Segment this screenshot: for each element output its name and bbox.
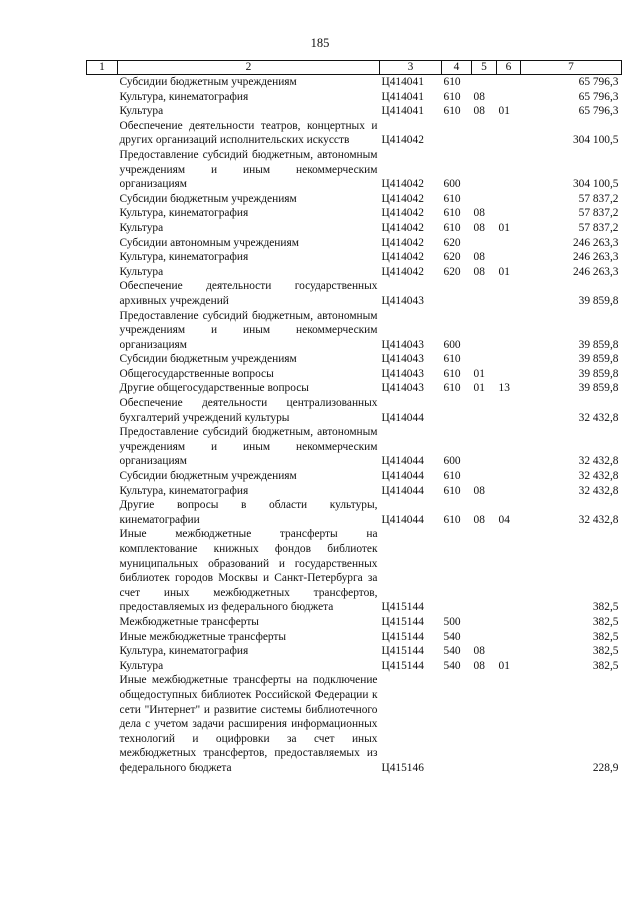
row-amount: 57 837,2 — [578, 207, 619, 220]
table-row — [87, 396, 622, 425]
row-subsection — [497, 352, 521, 367]
row-section — [472, 615, 497, 630]
row-expense-type: 610 — [443, 470, 461, 483]
row-code: Ц414042 — [381, 265, 424, 278]
row-amount: 65 796,3 — [578, 76, 619, 88]
row-subsection — [497, 644, 521, 659]
row-section — [472, 469, 497, 484]
table-row — [87, 498, 622, 527]
row-subsection — [497, 309, 521, 353]
row-expense-type — [442, 119, 472, 148]
row-name: Культура — [119, 659, 164, 672]
row-name: Общегосударственные вопросы — [119, 367, 274, 380]
row-section: 08 — [473, 659, 485, 672]
row-section — [472, 396, 497, 425]
page-number: 185 — [310, 36, 330, 50]
row-code: Ц414042 — [381, 192, 424, 205]
row-blank-cell — [87, 527, 118, 615]
row-code: Ц414043 — [381, 294, 424, 307]
column-number-header: 4 — [442, 61, 472, 75]
row-section — [472, 236, 497, 251]
row-amount: 32 432,8 — [578, 513, 619, 526]
row-blank-cell — [87, 265, 118, 280]
row-subsection: 04 — [498, 513, 510, 526]
row-code: Ц415146 — [381, 761, 424, 774]
row-section — [472, 673, 497, 775]
row-amount: 32 432,8 — [578, 470, 619, 483]
row-expense-type: 610 — [443, 382, 461, 395]
row-amount: 382,5 — [592, 615, 619, 628]
row-expense-type: 610 — [443, 105, 461, 118]
row-blank-cell — [87, 279, 118, 308]
row-blank-cell — [87, 644, 118, 659]
row-subsection — [497, 630, 521, 645]
row-amount: 304 100,5 — [572, 134, 619, 147]
row-amount: 39 859,8 — [578, 353, 619, 366]
row-blank-cell — [87, 673, 118, 775]
row-section — [472, 630, 497, 645]
row-subsection — [497, 192, 521, 207]
row-name: Культура, кинематография — [119, 207, 249, 220]
row-subsection — [497, 119, 521, 148]
table-row — [87, 352, 622, 367]
row-section — [472, 192, 497, 207]
table-row — [87, 630, 622, 645]
table-row — [87, 644, 622, 659]
row-subsection — [497, 615, 521, 630]
row-section — [472, 119, 497, 148]
row-section: 08 — [473, 513, 485, 526]
row-expense-type — [442, 396, 472, 425]
row-name: Межбюджетные трансферты — [119, 615, 259, 628]
row-expense-type: 610 — [443, 76, 461, 88]
row-code: Ц414042 — [381, 207, 424, 220]
row-code: Ц414044 — [381, 470, 424, 483]
row-subsection: 01 — [498, 265, 510, 278]
table-row — [87, 469, 622, 484]
table-row — [87, 192, 622, 207]
row-expense-type — [442, 673, 472, 775]
row-subsection — [497, 148, 521, 192]
row-blank-cell — [87, 367, 118, 382]
row-blank-cell — [87, 381, 118, 396]
row-name: Предоставление субсидий бюджетным, автономным учреждениям и иным некоммерческим организациям — [119, 309, 378, 351]
row-amount: 65 796,3 — [578, 90, 619, 103]
row-amount: 32 432,8 — [578, 455, 619, 468]
column-number-header: 2 — [118, 61, 380, 75]
row-section — [472, 75, 497, 90]
row-subsection — [497, 527, 521, 615]
row-name: Культура — [119, 105, 164, 118]
row-expense-type: 610 — [443, 367, 461, 380]
row-expense-type: 610 — [443, 513, 461, 526]
row-subsection — [497, 396, 521, 425]
row-code: Ц415144 — [381, 615, 424, 628]
row-blank-cell — [87, 615, 118, 630]
row-name: Субсидии бюджетным учреждениям — [119, 353, 297, 366]
row-name: Предоставление субсидий бюджетным, автономным учреждениям и иным некоммерческим организациям — [119, 426, 378, 468]
table-row — [87, 425, 622, 469]
table-row — [87, 527, 622, 615]
column-number-header: 6 — [497, 61, 521, 75]
row-code: Ц414041 — [381, 76, 424, 88]
row-name: Субсидии автономным учреждениям — [119, 236, 299, 249]
row-amount: 382,5 — [592, 645, 619, 658]
row-section: 08 — [473, 251, 485, 264]
table-row — [87, 265, 622, 280]
row-expense-type: 600 — [443, 178, 461, 191]
row-blank-cell — [87, 659, 118, 674]
row-name: Иные межбюджетные трансферты — [119, 630, 287, 643]
table-row — [87, 206, 622, 221]
table-row — [87, 221, 622, 236]
row-code: Ц415144 — [381, 630, 424, 643]
row-subsection — [497, 469, 521, 484]
row-amount: 304 100,5 — [572, 178, 619, 191]
row-section: 08 — [473, 221, 485, 234]
row-section — [472, 425, 497, 469]
row-code: Ц414042 — [381, 178, 424, 191]
row-amount: 382,5 — [592, 659, 619, 672]
row-name: Предоставление субсидий бюджетным, автономным учреждениям и иным некоммерческим организациям — [119, 148, 378, 191]
row-subsection — [497, 250, 521, 265]
row-section: 08 — [473, 207, 485, 220]
row-blank-cell — [87, 396, 118, 425]
row-code: Ц415144 — [381, 601, 424, 614]
row-code: Ц414044 — [381, 484, 424, 497]
column-number-header: 7 — [521, 61, 622, 75]
row-name: Иные межбюджетные трансферты на подключение общедоступных библиотек Российской Федерации к сети "Интернет" и развитие системы библиотечного дела с учетом задачи расширения информационных технологий и оцифровки за счет иных межбюджетных трансфертов, предоставляемых из федерального бюджета — [119, 674, 378, 774]
row-section: 01 — [473, 367, 485, 380]
row-blank-cell — [87, 309, 118, 353]
row-expense-type: 620 — [443, 251, 461, 264]
table-row — [87, 148, 622, 192]
row-expense-type: 620 — [443, 265, 461, 278]
column-number-header: 5 — [472, 61, 497, 75]
table-row — [87, 381, 622, 396]
table-row — [87, 75, 622, 90]
row-amount: 32 432,8 — [578, 411, 619, 424]
row-amount: 246 263,3 — [572, 236, 619, 249]
row-name: Культура — [119, 221, 164, 234]
row-blank-cell — [87, 484, 118, 499]
table-body — [87, 75, 622, 776]
row-code: Ц414042 — [381, 236, 424, 249]
row-name: Субсидии бюджетным учреждениям — [119, 76, 297, 88]
column-number-header: 3 — [380, 61, 442, 75]
row-name: Культура, кинематография — [119, 251, 249, 264]
row-section — [472, 309, 497, 353]
row-name: Культура, кинематография — [119, 645, 249, 658]
row-subsection — [497, 206, 521, 221]
row-amount: 39 859,8 — [578, 338, 619, 351]
row-expense-type: 610 — [443, 353, 461, 366]
table-row — [87, 673, 622, 775]
budget-table — [86, 60, 622, 776]
row-code: Ц414041 — [381, 105, 424, 118]
row-section: 08 — [473, 90, 485, 103]
column-number-header-row — [87, 61, 622, 75]
row-expense-type: 600 — [443, 455, 461, 468]
row-subsection: 01 — [498, 221, 510, 234]
table-row — [87, 484, 622, 499]
row-blank-cell — [87, 498, 118, 527]
row-code: Ц415144 — [381, 659, 424, 672]
row-amount: 39 859,8 — [578, 382, 619, 395]
table-row — [87, 90, 622, 105]
row-expense-type — [442, 527, 472, 615]
row-amount: 246 263,3 — [572, 265, 619, 278]
row-subsection — [497, 425, 521, 469]
row-section — [472, 148, 497, 192]
row-code: Ц414044 — [381, 455, 424, 468]
row-name: Другие вопросы в области культуры, кинематографии — [119, 499, 378, 526]
row-blank-cell — [87, 221, 118, 236]
row-blank-cell — [87, 104, 118, 119]
row-amount: 32 432,8 — [578, 484, 619, 497]
row-expense-type: 540 — [443, 630, 461, 643]
row-section: 08 — [473, 645, 485, 658]
column-number-header: 1 — [87, 61, 118, 75]
table-row — [87, 236, 622, 251]
row-amount: 382,5 — [592, 601, 619, 614]
row-section — [472, 527, 497, 615]
row-name: Обеспечение деятельности театров, концертных и других организаций исполнительских искусств — [119, 119, 378, 147]
row-section: 08 — [473, 105, 485, 118]
row-expense-type: 610 — [443, 192, 461, 205]
table-row — [87, 119, 622, 148]
row-subsection — [497, 367, 521, 382]
row-subsection — [497, 279, 521, 308]
row-subsection: 01 — [498, 105, 510, 118]
row-section: 08 — [473, 484, 485, 497]
row-blank-cell — [87, 90, 118, 105]
row-name: Иные межбюджетные трансферты на комплектование книжных фондов библиотек муниципальных образований и государственных библиотек городов Москвы и Санкт-Петербурга за счет иных межбюджетных трансфертов, предоставляемых из федерального бюджета — [119, 528, 378, 614]
row-section: 01 — [473, 382, 485, 395]
row-expense-type: 600 — [443, 338, 461, 351]
row-blank-cell — [87, 119, 118, 148]
row-blank-cell — [87, 148, 118, 192]
row-expense-type: 500 — [443, 615, 461, 628]
row-name: Другие общегосударственные вопросы — [119, 382, 309, 395]
row-blank-cell — [87, 250, 118, 265]
row-amount: 39 859,8 — [578, 367, 619, 380]
row-code: Ц414043 — [381, 353, 424, 366]
row-code: Ц414041 — [381, 90, 424, 103]
row-name: Культура, кинематография — [119, 484, 249, 497]
row-blank-cell — [87, 425, 118, 469]
row-expense-type: 620 — [443, 236, 461, 249]
row-code: Ц414042 — [381, 251, 424, 264]
table-row — [87, 659, 622, 674]
row-blank-cell — [87, 469, 118, 484]
row-amount: 382,5 — [592, 630, 619, 643]
row-section: 08 — [473, 265, 485, 278]
row-subsection: 01 — [498, 659, 510, 672]
row-amount: 57 837,2 — [578, 221, 619, 234]
row-name: Обеспечение деятельности централизованных бухгалтерий учреждений культуры — [119, 397, 378, 424]
row-subsection — [497, 484, 521, 499]
row-name: Культура, кинематография — [119, 90, 249, 103]
row-expense-type — [442, 279, 472, 308]
row-code: Ц414042 — [381, 221, 424, 234]
row-section — [472, 279, 497, 308]
row-name: Культура — [119, 265, 164, 278]
row-code: Ц415144 — [381, 645, 424, 658]
row-amount: 65 796,3 — [578, 105, 619, 118]
row-subsection: 13 — [498, 382, 510, 395]
row-subsection — [497, 673, 521, 775]
table-row — [87, 309, 622, 353]
row-blank-cell — [87, 630, 118, 645]
table-row — [87, 104, 622, 119]
row-amount: 246 263,3 — [572, 251, 619, 264]
row-expense-type: 540 — [443, 645, 461, 658]
row-expense-type: 610 — [443, 90, 461, 103]
row-expense-type: 540 — [443, 659, 461, 672]
row-code: Ц414043 — [381, 367, 424, 380]
row-code: Ц414043 — [381, 382, 424, 395]
table-row — [87, 250, 622, 265]
row-section — [472, 352, 497, 367]
row-name: Обеспечение деятельности государственных архивных учреждений — [119, 280, 378, 307]
row-code: Ц414044 — [381, 411, 424, 424]
row-code: Ц414043 — [381, 338, 424, 351]
row-subsection — [497, 90, 521, 105]
table-row — [87, 615, 622, 630]
row-blank-cell — [87, 206, 118, 221]
row-expense-type: 610 — [443, 207, 461, 220]
row-amount: 228,9 — [592, 761, 619, 774]
table-row — [87, 279, 622, 308]
row-code: Ц414042 — [381, 134, 424, 147]
row-blank-cell — [87, 75, 118, 90]
row-subsection — [497, 75, 521, 90]
row-expense-type: 610 — [443, 484, 461, 497]
row-name: Субсидии бюджетным учреждениям — [119, 470, 297, 483]
row-blank-cell — [87, 236, 118, 251]
row-subsection — [497, 236, 521, 251]
row-amount: 57 837,2 — [578, 192, 619, 205]
row-blank-cell — [87, 192, 118, 207]
row-amount: 39 859,8 — [578, 294, 619, 307]
row-blank-cell — [87, 352, 118, 367]
table-row — [87, 367, 622, 382]
row-code: Ц414044 — [381, 513, 424, 526]
row-name: Субсидии бюджетным учреждениям — [119, 192, 297, 205]
row-expense-type: 610 — [443, 221, 461, 234]
